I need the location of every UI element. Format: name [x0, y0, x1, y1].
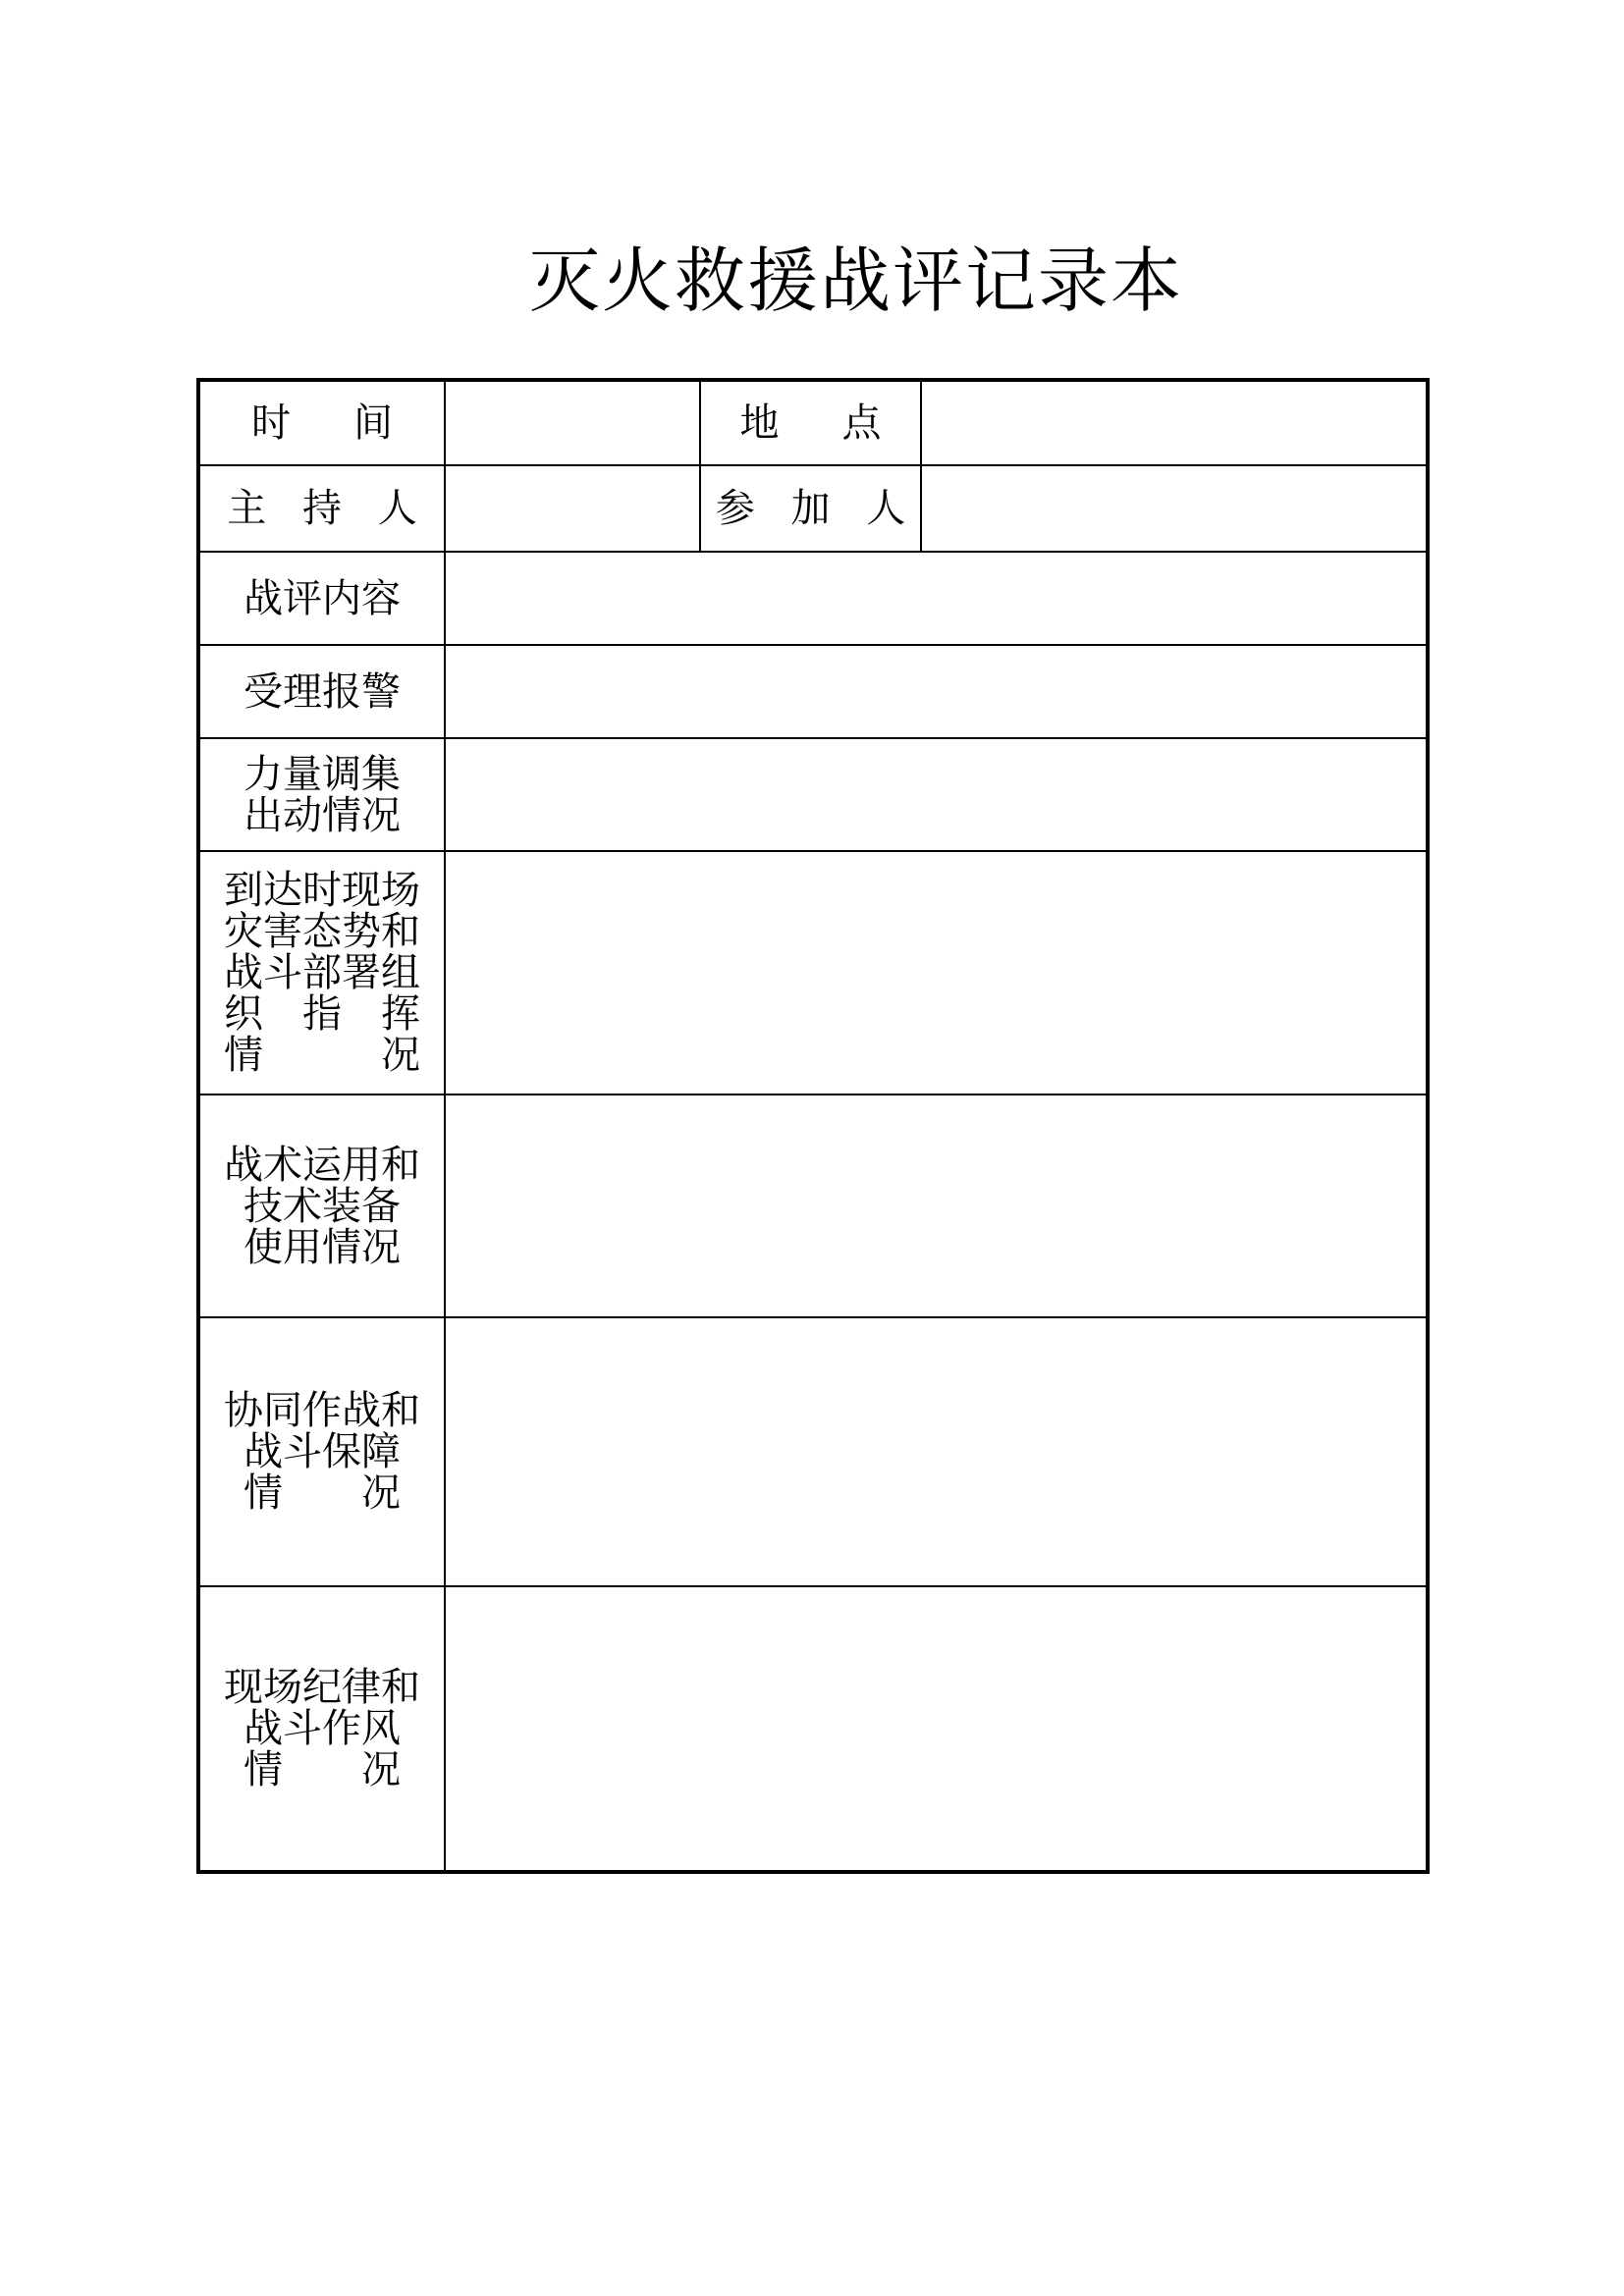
label-line: 战评内容 [244, 575, 401, 621]
time-label: 时 间 [198, 380, 445, 465]
force-dispatch-label [198, 738, 445, 851]
host-label: 主 持 人 [198, 465, 445, 552]
alarm-receiving-label [198, 645, 445, 738]
label-line: 使用情况 [244, 1224, 401, 1270]
time-field[interactable] [445, 380, 700, 465]
place-label: 地 点 [700, 380, 921, 465]
review-content-field[interactable] [445, 552, 1428, 645]
discipline-style-label [198, 1586, 445, 1872]
row-coordination-support [198, 1317, 1428, 1586]
row-alarm-receiving [198, 645, 1428, 738]
review-content-label [198, 552, 445, 645]
label-line: 技术装备 [244, 1183, 401, 1229]
arrival-situation-field[interactable] [445, 851, 1428, 1095]
label-line: 战术运用和 [224, 1142, 420, 1188]
place-field[interactable] [921, 380, 1428, 465]
label-line: 战斗部署组 [224, 950, 420, 995]
tactics-equipment-label [198, 1095, 445, 1317]
row-time-place [198, 380, 1428, 465]
label-line: 灾害态势和 [224, 909, 420, 954]
row-review-content [198, 552, 1428, 645]
label-line: 力量调集 [244, 751, 401, 797]
participants-field[interactable] [921, 465, 1428, 552]
coordination-support-label [198, 1317, 445, 1586]
record-form-table [196, 378, 1430, 1874]
row-tactics-equipment [198, 1095, 1428, 1317]
alarm-receiving-field[interactable] [445, 645, 1428, 738]
label-line: 战斗作风 [244, 1706, 401, 1751]
row-host-participants [198, 465, 1428, 552]
label-line: 现场纪律和 [224, 1665, 420, 1710]
label-line: 情 况 [244, 1747, 401, 1792]
label-line: 协同作战和 [224, 1388, 420, 1433]
force-dispatch-field[interactable] [445, 738, 1428, 851]
label-line: 情 况 [224, 1033, 420, 1078]
row-arrival-situation [198, 851, 1428, 1095]
label-line: 情 况 [244, 1470, 401, 1516]
row-discipline-style [198, 1586, 1428, 1872]
arrival-situation-label [198, 851, 445, 1095]
label-line: 出动情况 [244, 792, 401, 838]
discipline-style-field[interactable] [445, 1586, 1428, 1872]
participants-label: 参 加 人 [700, 465, 921, 552]
label-line: 受理报警 [244, 668, 401, 715]
label-line: 织 指 挥 [224, 991, 420, 1037]
coordination-support-field[interactable] [445, 1317, 1428, 1586]
tactics-equipment-field[interactable] [445, 1095, 1428, 1317]
row-force-dispatch [198, 738, 1428, 851]
label-line: 到达时现场 [224, 868, 420, 913]
host-field[interactable] [445, 465, 700, 552]
page-title: 灭火救援战评记录本 [528, 240, 1183, 322]
label-line: 战斗保障 [244, 1429, 401, 1474]
